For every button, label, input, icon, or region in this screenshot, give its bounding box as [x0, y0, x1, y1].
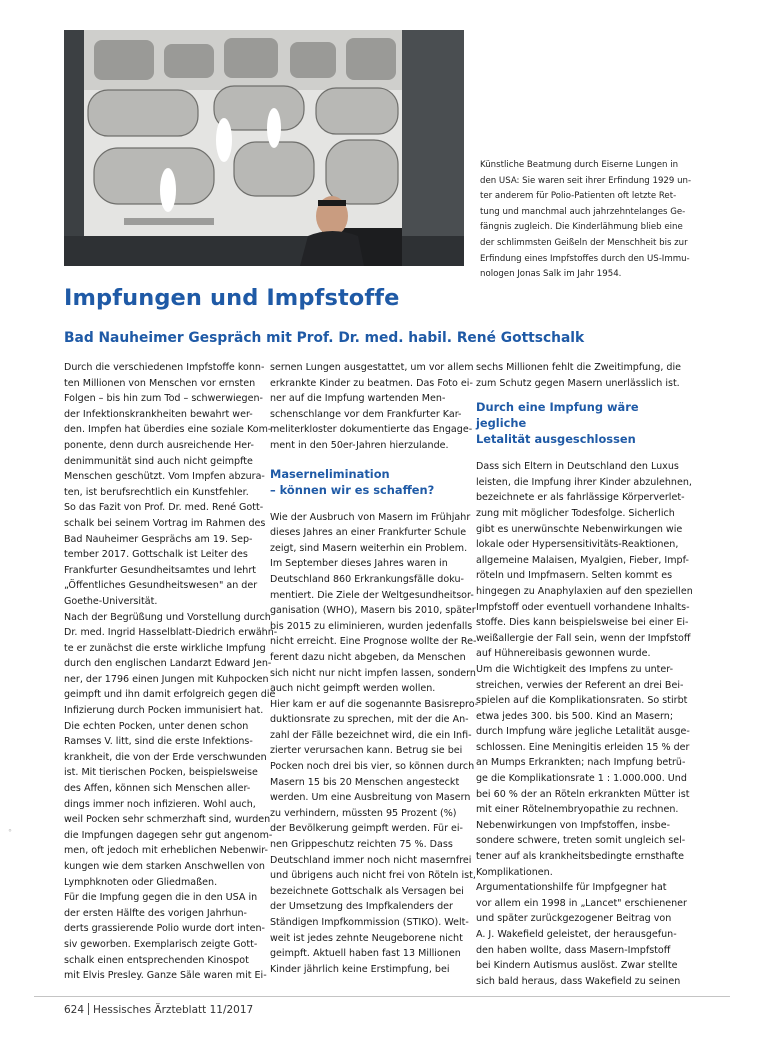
text-line: Für die Impfung gegen die in den USA in [64, 892, 258, 904]
text-line: sich nicht nur nicht impfen lassen, sondern [270, 667, 476, 679]
text-line: Ramses V. litt, sind die erste Infektions- [64, 736, 253, 748]
section-heading-letalitaet: Durch eine Impfung wäre jegliche [476, 400, 639, 431]
text-line: men, oft jedoch mit erheblichen Nebenwir- [64, 845, 268, 857]
caption-line: tung und manchmal auch jahrzehntelanges Ge- [480, 206, 686, 217]
text-line: denimmunität sind auch nicht geimpfte [64, 455, 253, 467]
article-title: Impfungen und Impfstoffe [64, 285, 400, 311]
text-line: weißallergie der Fall sein, wenn der Impfstoff [476, 632, 691, 644]
text-line: bei Kindern Autismus auslöst. Zwar stellte [476, 960, 678, 972]
text-line: bis 2015 zu eliminieren, wurden jedenfalls [270, 620, 473, 632]
text-line: auf Hühnereibasis gewonnen wurde. [476, 648, 651, 660]
text-line: an Mumps Erkrankten; nach Impfung betrü- [476, 757, 686, 769]
text-line: durch den englischen Landarzt Edward Jen- [64, 658, 272, 670]
text-line: duktionsrate zu sprechen, mit der die An- [270, 714, 469, 726]
text-line: nicht erreicht. Eine Prognose wollte der Re- [270, 636, 477, 648]
text-line: weil Pocken sehr schmerzhaft sind, wurden [64, 814, 271, 826]
text-line: So das Fazit von Prof. Dr. med. René Gott- [64, 502, 264, 514]
photo-caption [480, 158, 700, 283]
text-line: sondere schwere, treten somit ungleich sel- [476, 835, 686, 847]
text-line: vor allem ein 1998 in „Lancet" erschienener [476, 897, 687, 909]
footer-rule [34, 996, 730, 997]
text-line: mentiert. Die Ziele der Weltgesundheitsor- [270, 589, 474, 601]
text-line: Argumentationshilfe für Impfgegner hat [476, 882, 667, 894]
text-line: Pocken noch drei bis vier, so können durch [270, 761, 475, 773]
scan-mark: ° [8, 828, 12, 837]
text-line: Lymphknoten oder Gliedmaßen. [64, 876, 218, 888]
text-line: erkrankte Kinder zu beatmen. Das Foto ei- [270, 377, 473, 389]
text-line: schalk einen entsprechenden Kinospot [64, 954, 249, 966]
text-line: ge die Komplikationsrate 1 : 1.000.000. Und [476, 773, 687, 785]
section-heading-masern: Masernelimination [270, 466, 390, 481]
text-line: „Öffentliches Gesundheitswesen" an der [64, 580, 258, 592]
text-line: Masern 15 bis 20 Menschen angesteckt [270, 776, 460, 788]
text-line: streichen, verwies der Referent an drei Bei- [476, 679, 684, 691]
text-line: und später zurückgezogener Beitrag von [476, 913, 672, 925]
text-line: ponente, denn durch ausreichende Her- [64, 439, 254, 451]
text-line: zu verhindern, müssten 95 Prozent (%) [270, 807, 457, 819]
text-line: Im September dieses Jahres waren in [270, 558, 448, 570]
text-line: te er zunächst die erste wirkliche Impfung [64, 642, 266, 654]
text-line: des Affen, können sich Menschen aller- [64, 783, 251, 795]
text-line: bei 60 % der an Röteln erkrankten Mütter ist [476, 788, 690, 800]
text-line: siv geworben. Exemplarisch zeigte Gott- [64, 938, 258, 950]
caption-line: den USA: Sie waren seit ihrer Erfindung 1929 un- [480, 175, 692, 186]
text-line: Infizierung durch Pocken immunisiert hat. [64, 705, 264, 717]
text-line: geimpft. Aktuell haben fast 13 Millionen [270, 948, 461, 960]
text-line: Wie der Ausbruch von Masern im Frühjahr [270, 511, 471, 523]
text-line: stoffe. Dies kann beispielsweise bei einer Ei- [476, 617, 689, 629]
text-line: schlossen. Eine Meningitis erleiden 15 % der [476, 741, 690, 753]
text-line: ganisation (WHO), Masern bis 2010, später [270, 605, 476, 617]
text-line: Komplikationen. [476, 866, 553, 878]
text-line: bezeichnete er als fahrlässige Körperverlet- [476, 492, 685, 504]
text-line: derts grassierende Polio wurde dort inten- [64, 923, 265, 935]
text-line: spielen auf die Komplikationsraten. So stirbt [476, 695, 688, 707]
text-line: geimpft und ihn damit erfolgreich gegen die [64, 689, 276, 701]
text-line: Frankfurter Gesundheitsamtes und lehrt [64, 564, 256, 576]
lecture-photo [64, 30, 464, 266]
column-2-intro [270, 360, 474, 454]
caption-line: Erfindung eines Impfstoffes durch den US-Immu- [480, 253, 690, 264]
text-line: dieses Jahres an einer Frankfurter Schule [270, 527, 467, 539]
text-line: Durch die verschiedenen Impfstoffe konn- [64, 362, 265, 373]
text-line: ner, der 1796 einen Jungen mit Kuhpocken [64, 673, 269, 685]
text-line: Bad Nauheimer Gesprächs am 19. Sep- [64, 533, 253, 545]
text-line: krankheit, die von der Erde verschwunden [64, 751, 267, 763]
text-line: mit einer Rötelnembryopathie zu rechnen. [476, 804, 679, 816]
text-line: bezeichnete Gottschalk als Versagen bei [270, 885, 464, 897]
text-line: nen Grippeschutz reichten 75 %. Dass [270, 839, 453, 851]
text-line: gibt es unerwünschte Nebenwirkungen wie [476, 523, 683, 535]
text-line: lokale oder Hypersensitivitäts-Reaktionen, [476, 539, 679, 551]
text-line: A. J. Wakefield geleistet, der herausgefun- [476, 929, 677, 940]
text-line: sechs Millionen fehlt die Zweitimpfung, die [476, 362, 681, 373]
text-line: dings immer noch infizieren. Wohl auch, [64, 798, 256, 810]
text-line: den haben wollte, dass Masern-Impfstoff [476, 944, 671, 956]
page-number: 624 [64, 1004, 85, 1016]
text-line: die Impfungen dagegen sehr gut angenom- [64, 829, 273, 841]
text-line: zum Schutz gegen Masern unerlässlich ist. [476, 377, 680, 389]
text-line: schalk bei seinem Vortrag im Rahmen des [64, 517, 266, 529]
text-line: Kinder jährlich keine Erstimpfung, bei [270, 963, 450, 975]
text-line: zung mit möglicher Todesfolge. Sicherlich [476, 507, 675, 519]
text-column-1 [64, 360, 278, 984]
caption-line: nologen Jonas Salk im Jahr 1954. [480, 269, 622, 280]
text-line: Hier kam er auf die sogenannte Basisrepro- [270, 698, 479, 710]
text-line: Ständigen Impfkommission (STIKO). Welt- [270, 917, 469, 928]
text-line: etwa jedes 300. bis 500. Kind an Masern; [476, 710, 674, 722]
text-line: ten, ist berufsrechtlich ein Kunstfehler. [64, 486, 249, 498]
text-line: der Infektionskrankheiten bewahrt wer- [64, 408, 253, 420]
text-line: schenschlange vor dem Frankfurter Kar- [270, 408, 462, 420]
text-line: Nebenwirkungen von Impfstoffen, insbe- [476, 819, 671, 831]
text-line: Folgen – bis hin zum Tod – schwerwiegen- [64, 393, 263, 405]
text-line: ferent dazu nicht abgeben, da Menschen [270, 651, 466, 663]
text-line: sich bald heraus, dass Wakefield zu seinen [476, 975, 681, 987]
text-line: ment in den 50er-Jahren hierzulande. [270, 439, 449, 451]
caption-line: ter anderem für Polio-Patienten oft letzte Ret- [480, 191, 677, 202]
photo-scene [64, 30, 464, 266]
text-line: hingegen zu Anaphylaxien auf den speziellen [476, 585, 693, 597]
text-line: ner auf die Impfung wartenden Men- [270, 393, 446, 405]
column-3-intro [476, 360, 681, 391]
text-line: zahl der Fälle bezeichnet wird, die ein Infi- [270, 729, 472, 741]
text-line: kungen wie dem starken Anschwellen von [64, 861, 265, 872]
page-footer [64, 1003, 253, 1016]
text-line: ten Millionen von Menschen vor ernsten [64, 377, 256, 389]
text-line: tember 2017. Gottschalk ist Leiter des [64, 549, 248, 561]
text-line: Impfstoff oder eventuell vorhandene Inhalts- [476, 601, 690, 613]
text-line: den. Impfen hat überdies eine soziale Kom- [64, 424, 272, 436]
text-line: meliterkloster dokumentierte das Engage- [270, 424, 473, 436]
text-line: Goethe-Universität. [64, 595, 158, 607]
text-line: Deutschland 860 Erkrankungsfälle doku- [270, 573, 464, 585]
text-line: ist. Mit tierischen Pocken, beispielsweise [64, 767, 258, 779]
text-line: Um die Wichtigkeit des Impfens zu unter- [476, 663, 674, 675]
text-line: weit ist jedes zehnte Neugeborene nicht [270, 932, 463, 944]
text-line: der Bevölkerung geimpft werden. Für ei- [270, 823, 464, 835]
text-line: Dass sich Eltern in Deutschland den Luxus [476, 461, 679, 473]
section-heading-letalitaet-line2: Letalität ausgeschlossen [476, 432, 636, 447]
text-line: der Umsetzung des Impfkalenders der [270, 901, 453, 913]
text-line: allgemeine Malaisen, Myalgien, Fieber, Impf- [476, 554, 689, 566]
text-line: zeigt, sind Masern weiterhin ein Problem. [270, 542, 468, 554]
text-line: sernen Lungen ausgestattet, um vor allem [270, 362, 474, 373]
footer-divider [88, 1003, 89, 1015]
section-heading-masern-line2: – können wir es schaffen? [270, 482, 435, 497]
text-line: Die echten Pocken, unter denen schon [64, 720, 249, 732]
text-line: röteln und Impfmasern. Selten kommt es [476, 570, 673, 582]
text-line: tener auf als krankheitsbedingte ernsthafte [476, 851, 685, 863]
text-line: werden. Um eine Ausbreitung von Masern [270, 792, 471, 804]
text-line: auch nicht geimpft werden wollen. [270, 683, 436, 695]
caption-line: fängnis zugleich. Die Kinderlähmung blieb eine [480, 222, 683, 233]
column-3-body [476, 459, 693, 989]
text-column-3 [476, 360, 693, 989]
text-line: Nach der Begrüßung und Vorstellung durch [64, 611, 271, 623]
text-column-2 [270, 360, 479, 977]
caption-line: der schlimmsten Geißeln der Menschheit bis zur [480, 237, 688, 248]
text-line: mit Elvis Presley. Ganze Säle waren mit Ei- [64, 970, 267, 982]
caption-line: Künstliche Beatmung durch Eiserne Lungen in [480, 160, 679, 170]
column-2-body [270, 510, 479, 978]
text-line: der ersten Hälfte des vorigen Jahrhun- [64, 907, 247, 919]
journal-name: Hessisches Ärzteblatt 11/2017 [93, 1004, 254, 1016]
text-line: Deutschland immer noch nicht masernfrei [270, 854, 472, 866]
text-line: Menschen geschützt. Vom Impfen abzura- [64, 471, 265, 483]
text-line: leisten, die Impfung ihrer Kinder abzulehnen, [476, 476, 692, 488]
article-subtitle: Bad Nauheimer Gespräch mit Prof. Dr. med. habil. René Gottschalk [64, 330, 585, 346]
text-line: und übrigens auch nicht frei von Röteln ist, [270, 870, 476, 882]
text-line: zierter verursachen kann. Betrug sie bei [270, 745, 463, 757]
text-line: durch Impfung wäre jegliche Letalität ausge- [476, 726, 690, 738]
text-line: Dr. med. Ingrid Hasselblatt-Diedrich erwähn- [64, 627, 278, 639]
